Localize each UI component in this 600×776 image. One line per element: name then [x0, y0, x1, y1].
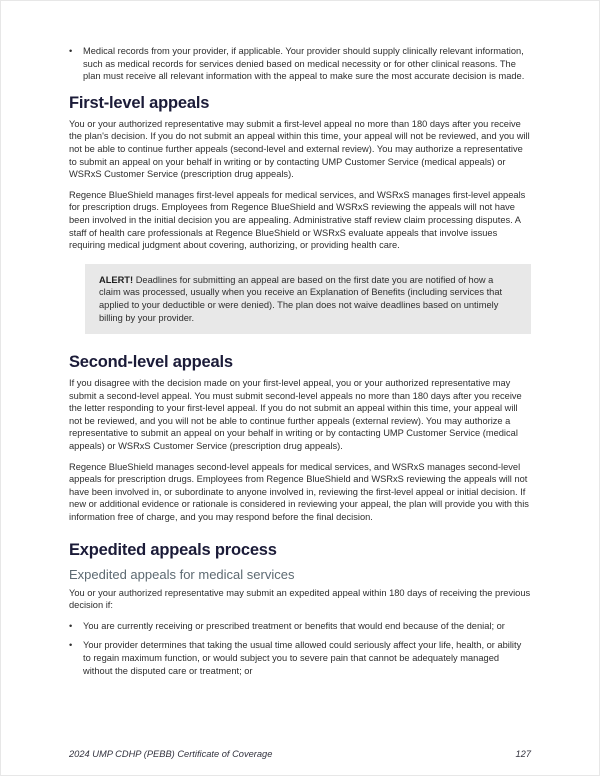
paragraph: You or your authorized representative may submit a first-level appeal no more than 180 days after you receive the plan's decision. If you do not submit an appeal within this time, your appeal will not be reviewed, and you will not be able to continue further appeals (second-level and external review). You may authorize a representative to submit an appeal on your behalf in writing or by contacting UMP Customer Service (medical appeals) or WSRxS Customer Service (prescription drug appeals). — [69, 118, 530, 180]
bullet-marker: • — [69, 46, 73, 56]
bullet-text: You are currently receiving or prescribed treatment or benefits that would end because of the denial; or — [83, 620, 505, 631]
paragraph: You or your authorized representative may submit an expedited appeal within 180 days of receiving the previous decision if: — [69, 587, 531, 611]
paragraph: Regence BlueShield manages second-level appeals for medical services, and WSRxS manages second-level appeals for prescription drugs. Employees from Regence BlueShield and WSRxS reviewing the appeals will not have been involved in, or subordinate to anyone involved in, reviewing the first-level appeal or initial decision. If new or additional evidence or rationale is considered in reviewing your appeal, the plan will provide you with this information free of charge, and you may respond before the final decision. — [69, 461, 529, 523]
bullet-text: Your provider determines that taking the usual time allowed could seriously affect your life, health, or ability to regain maximum function, or would subject you to severe pain that cannot be adequately managed without the disputed care or treatment; or — [83, 640, 522, 676]
alert-callout — [85, 264, 531, 334]
bullet-marker: • — [69, 640, 73, 651]
bullet-text: Medical records from your provider, if applicable. Your provider should supply clinically relevant information, such as medical records for services denied based on medical necessity or for other clinical reasons. The plan must receive all relevant information with the appeal to make sure the most accurate decision is made. — [83, 46, 525, 82]
bullet-item — [69, 620, 531, 633]
footer-document-title: 2024 UMP CDHP (PEBB) Certificate of Coverage — [69, 749, 273, 759]
section-heading-first-level-appeals: First-level appeals — [69, 93, 210, 112]
bullet-marker: • — [69, 620, 73, 631]
section-heading-second-level-appeals: Second-level appeals — [69, 353, 233, 372]
paragraph: If you disagree with the decision made on your first-level appeal, you or your authorized representative may submit a second-level appeal. You must submit second-level appeals no more than 180 days after you receive the letter responding to your first-level appeal. If you do not submit an appeal within this time, your appeal will not be reviewed, and you will not be able to continue further appeals (external review). You may authorize a representative to submit an appeal on your behalf in writing or by contacting UMP Customer Service (medical appeals) or WSRxS Customer Service (prescription drug appeals). — [69, 378, 522, 452]
alert-paragraph — [99, 274, 517, 324]
alert-label: ALERT! — [99, 274, 134, 285]
section-heading-expedited-appeals-process: Expedited appeals process — [69, 540, 277, 559]
page-footer — [69, 749, 531, 759]
paragraph: Regence BlueShield manages first-level appeals for medical services, and WSRxS manages first-level appeals for prescription drugs. Employees from Regence BlueShield and WSRxS reviewing the appeals will not have been involved in the initial decision you are appealing. Administrative staff review claim processing disputes. A staff of health care professionals at Regence BlueShield or WSRxS evaluate appeals that involve issues requiring medical judgment about covering, authorizing, or providing health care. — [69, 189, 526, 251]
sub-heading-expedited-medical-services: Expedited appeals for medical services — [69, 566, 295, 582]
footer-page-number: 127 — [515, 749, 531, 759]
bullet-item — [69, 45, 531, 83]
bullet-item — [69, 639, 531, 677]
alert-text: Deadlines for submitting an appeal are based on the first date you are notified of how a claim was processed, usually when you receive an Explanation of Benefits (including services that applied to your deductible or were denied). The plan does not waive deadlines based on untimely billing by your provider. — [99, 274, 503, 323]
